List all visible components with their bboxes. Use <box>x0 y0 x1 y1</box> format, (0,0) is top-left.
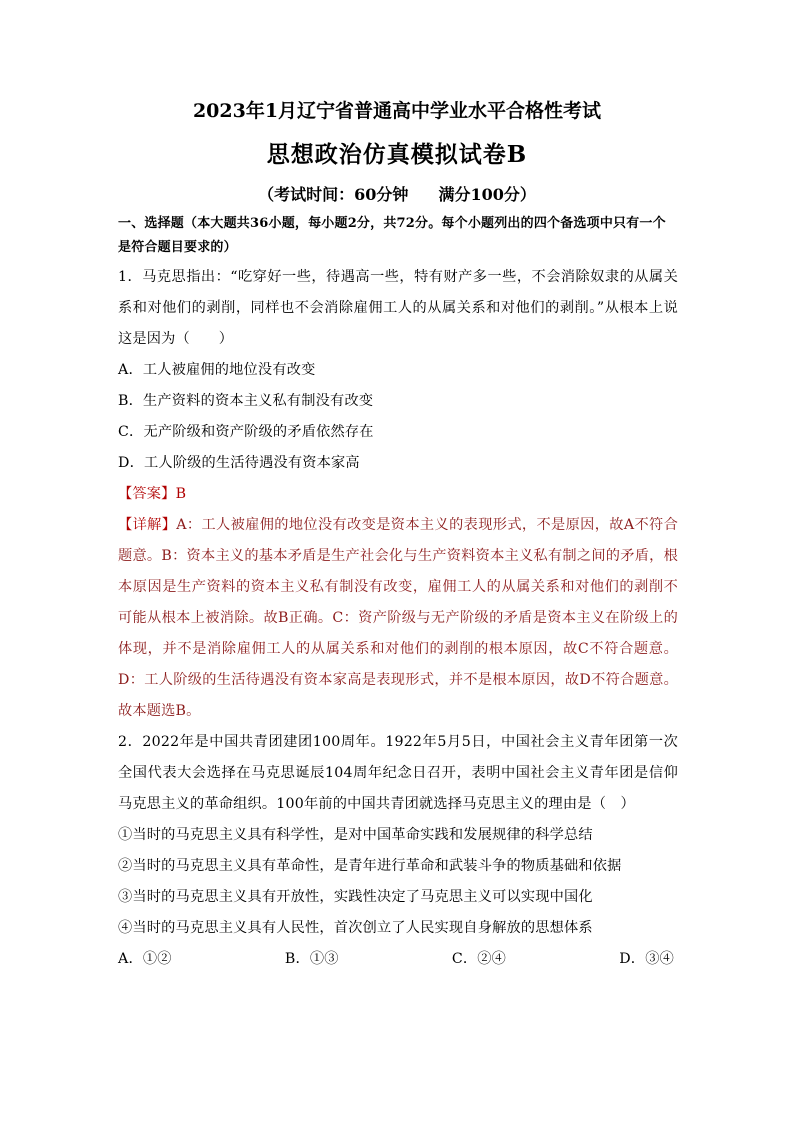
question-2-option-b: B．①③ <box>284 951 339 967</box>
question-1-option-b: B．生产资料的资本主义私有制没有改变 <box>118 393 374 409</box>
question-2-statement-3: ③当时的马克思主义具有开放性，实践性决定了马克思主义可以实现中国化 <box>118 889 593 905</box>
question-2-stem: 2．2022年是中国共青团建团100周年。1922年5月5日，中国社会主义青年团第一次全国代表大会选择在马克思诞辰104周年纪念日召开，表明中国社会主义青年团是信仰马克思主义的革命组织。100年前的中国共青团就选择马克思主义的理由是（ ） <box>118 734 678 812</box>
question-1-option-d: D．工人阶级的生活待遇没有资本家高 <box>118 455 360 471</box>
question-2-option-a: A．①② <box>118 951 172 967</box>
question-1-option-a: A．工人被雇佣的地位没有改变 <box>118 362 316 378</box>
question-2-statement-2: ②当时的马克思主义具有革命性，是青年进行革命和武装斗争的物质基础和依据 <box>118 858 622 874</box>
explain-text: A：工人被雇佣的地位没有改变是资本主义的表现形式，不是原因，故A不符合题意。B：资本主义的基本矛盾是生产社会化与生产资料资本主义私有制之间的矛盾，根本原因是生产资料的资本主义私有制没有改变，雇佣工人的从属关系和对他们的剥削不可能从根本上被消除。故B正确。C：资产阶级与无产阶级的矛盾是资本主义在阶级上的体现，并不是消除雇佣工人的从属关系和对他们的剥削的根本原因，故C不符合题意。D：工人阶级的生活待遇没有资本家高是表现形式，并不是根本原因，故D不符合题意。故本题选B。 <box>118 517 678 719</box>
question-1-stem: 1．马克思指出：“吃穿好一些，待遇高一些，特有财产多一些，不会消除奴隶的从属关系和对他们的剥削，同样也不会消除雇佣工人的从属关系和对他们的剥削。”从根本上说这是因为（ ） <box>118 269 678 347</box>
exam-title: 2023年1月辽宁省普通高中学业水平合格性考试 <box>192 100 602 122</box>
exam-info <box>0 181 794 209</box>
exam-subject-title: 思想政治仿真模拟试卷B <box>266 141 528 168</box>
question-2-statement-1: ①当时的马克思主义具有科学性，是对中国革命实践和发展规律的科学总结 <box>118 827 593 843</box>
explain-tag: 【详解】 <box>118 517 177 533</box>
exam-body <box>118 212 678 975</box>
question-2-options <box>118 944 678 975</box>
question-2-statement-4: ④当时的马克思主义具有人民性，首次创立了人民实现自身解放的思想体系 <box>118 920 593 936</box>
section-heading: 一、选择题（本大题共36小题，每小题2分，共72分。每个小题列出的四个备选项中只有一个是符合题目要求的） <box>118 216 666 255</box>
question-1-option-c: C．无产阶级和资产阶级的矛盾依然存在 <box>118 424 374 440</box>
exam-score: 满分100分） <box>438 185 536 204</box>
question-1-explanation <box>118 510 678 727</box>
question-2-option-c: C．②④ <box>451 951 507 967</box>
question-1-answer <box>118 479 678 510</box>
answer-value: B <box>175 486 187 502</box>
question-2-option-d: D．③④ <box>619 951 674 967</box>
answer-tag: 【答案】 <box>118 486 176 502</box>
exam-time: （考试时间：60分钟 <box>258 185 409 204</box>
